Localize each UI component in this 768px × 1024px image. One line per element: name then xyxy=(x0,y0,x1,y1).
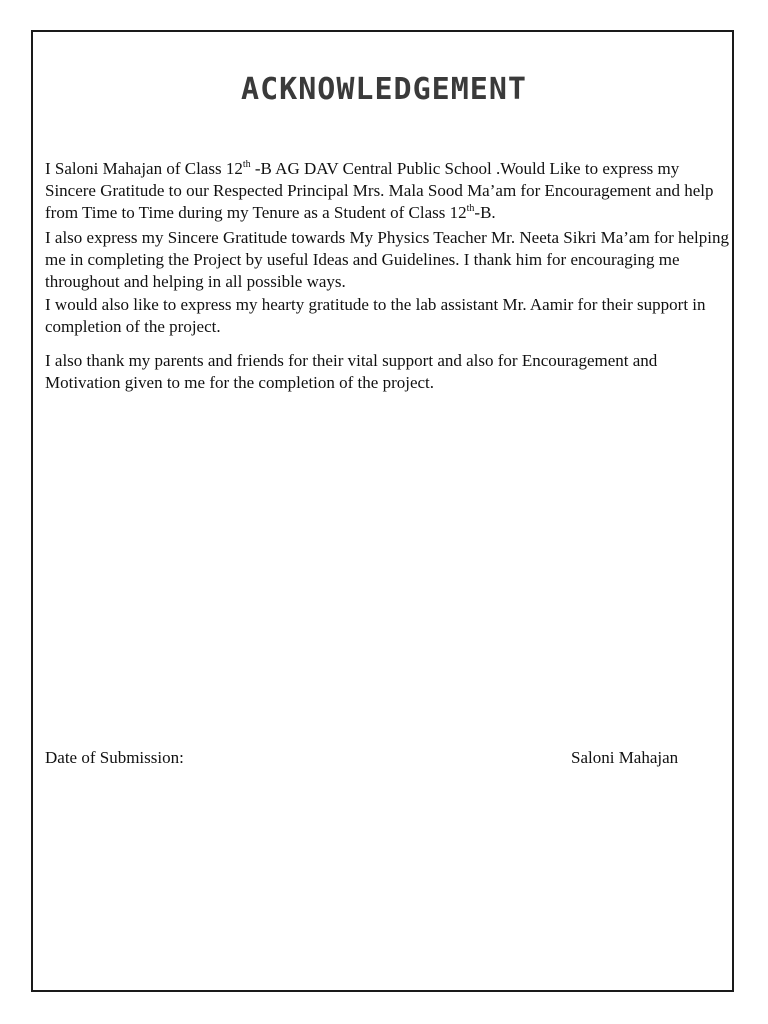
superscript-th: th xyxy=(242,159,251,170)
superscript-th: th xyxy=(466,203,475,214)
date-of-submission-label: Date of Submission: xyxy=(45,748,184,767)
paragraph-parents: I also thank my parents and friends for their vital support and also for Encouragement and Motivation given to me for the completion of the project. xyxy=(45,351,658,392)
paragraph-intro-text-1: I Saloni Mahajan of Class 12 xyxy=(45,159,243,178)
page-title: ACKNOWLEDGEMENT xyxy=(241,72,527,107)
paragraph-lab-assistant: I would also like to express my hearty gratitude to the lab assistant Mr. Aamir for their support in completion of the project. xyxy=(45,295,706,336)
paragraph-teacher: I also express my Sincere Gratitude towards My Physics Teacher Mr. Neeta Sikri Ma’am for helping me in completing the Project by useful Ideas and Guidelines. I thank him for encouraging me throughout and helping in all possible ways. xyxy=(45,228,729,291)
paragraph-intro-text-2: -B AG DAV Central Public School .Would Like to express my Sincere Gratitude to our Respected Principal Mrs. Mala Sood Ma’am for Encouragement and help from Time to Time during my Tenure as a Student of Class 12 xyxy=(45,159,714,222)
signature-name: Saloni Mahajan xyxy=(571,748,679,767)
paragraph-intro-text-3: -B. xyxy=(474,203,496,222)
paragraph-intro xyxy=(45,158,730,224)
